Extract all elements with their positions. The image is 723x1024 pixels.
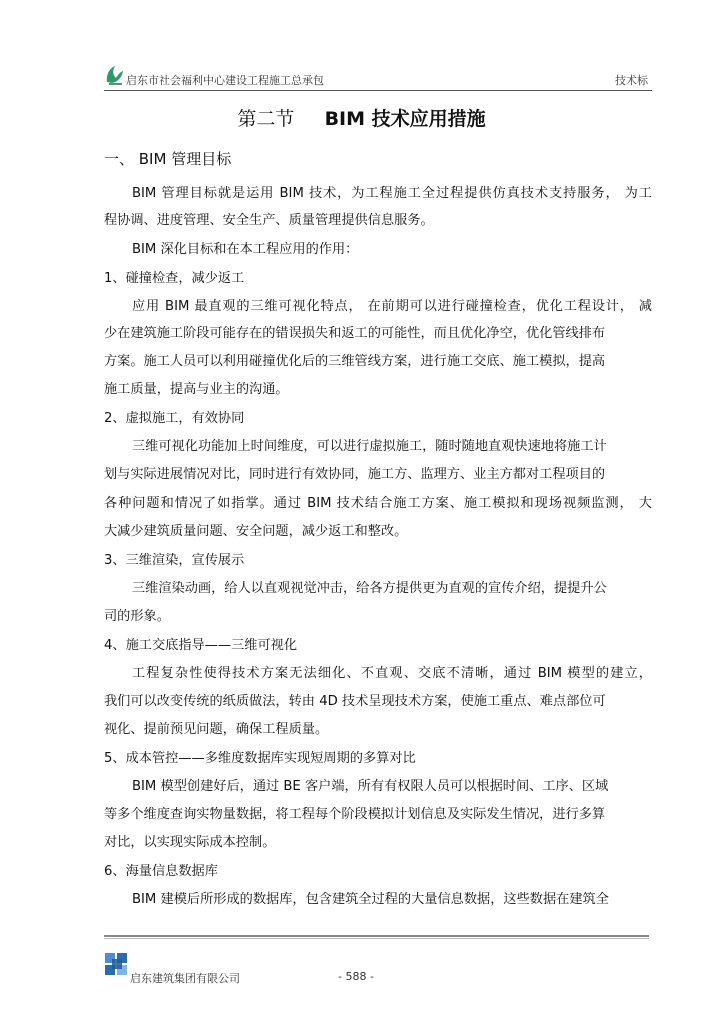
item-heading: 1、碰撞检查，减少返工	[104, 271, 245, 286]
company-logo-icon	[104, 62, 126, 86]
page-number: - 588 -	[338, 970, 374, 983]
paragraph-line: BIM 建模后所形成的数据库，包含建筑全过程的大量信息数据，这些数据在建筑全	[132, 892, 609, 907]
footer-divider-thin	[104, 938, 649, 939]
paragraph-line: 划与实际进展情况对比，同时进行有效协同，施工方、监理方、业主方都对工程项目的	[104, 467, 606, 482]
paragraph-line: 三维渲染动画，给人以直观视觉冲击，给各方提供更为直观的宣传介绍，提提升公	[132, 581, 607, 596]
paragraph-line: 我们可以改变传统的纸质做法，转由 4D 技术呈现技术方案，使施工重点、难点部位可	[104, 694, 606, 709]
paragraph-line: 等多个维度查询实物量数据，将工程每个阶段模拟计划信息及实际发生情况，进行多算	[104, 807, 606, 822]
section-name: BIM 技术应用措施	[324, 108, 486, 130]
paragraph-line: 方案。施工人员可以利用碰撞优化后的三维管线方案，进行施工交底、施工模拟，提高	[104, 354, 606, 369]
paragraph-line: 三维可视化功能加上时间维度，可以进行虚拟施工，随时随地直观快速地将施工计	[132, 439, 607, 454]
item-heading: 5、成本管控——多维度数据库实现短周期的多算对比	[104, 751, 416, 766]
item-heading: 2、虚拟施工，有效协同	[104, 411, 245, 426]
group-logo-icon	[104, 950, 130, 976]
page-header	[104, 62, 652, 91]
heading-management-goal: 一、 BIM 管理目标	[104, 150, 232, 168]
paragraph-line: 大减少建筑质量问题、安全问题，减少返工和整改。	[104, 524, 408, 539]
item-heading: 6、海量信息数据库	[104, 864, 218, 879]
footer-company-name: 启东建筑集团有限公司	[130, 972, 240, 985]
paragraph-line: 视化、提前预见问题，确保工程质量。	[104, 722, 329, 737]
paragraph-line: BIM 模型创建好后，通过 BE 客户端，所有有权限人员可以根据时间、工序、区域	[132, 779, 609, 794]
paragraph-line: 工程复杂性使得技术方案无法细化、不直观、交底不清晰，通过 BIM 模型的建立，	[132, 666, 652, 681]
paragraph-line: BIM 管理目标就是运用 BIM 技术，为工程施工全过程提供仿真技术支持服务， 为工	[132, 186, 652, 201]
paragraph-line: 施工质量，提高与业主的沟通。	[104, 382, 289, 397]
page-title	[0, 104, 723, 131]
header-doc-type: 技术标	[615, 74, 648, 87]
header-project-name: 启东市社会福利中心建设工程施工总承包	[126, 74, 324, 87]
item-heading: 3、三维渲染，宣传展示	[104, 553, 245, 568]
paragraph-line: 应用 BIM 最直观的三维可视化特点， 在前期可以进行碰撞检查，优化工程设计， 减	[132, 299, 652, 314]
paragraph-line: 对比，以实现实际成本控制。	[104, 835, 276, 850]
paragraph-line: 少在建筑施工阶段可能存在的错误损失和返工的可能性，而且优化净空，优化管线排布	[104, 326, 606, 341]
item-heading: 4、施工交底指导——三维可视化	[104, 638, 298, 653]
section-number: 第二节	[237, 108, 295, 130]
paragraph-line: BIM 深化目标和在本工程应用的作用：	[132, 242, 359, 257]
paragraph-line: 程协调、进度管理、安全生产、质量管理提供信息服务。	[104, 213, 434, 228]
paragraph-line: 各种问题和情况了如指掌。通过 BIM 技术结合施工方案、施工模拟和现场视频监测， 大	[104, 496, 652, 511]
paragraph-line: 司的形象。	[104, 609, 170, 624]
footer-divider	[104, 935, 649, 937]
